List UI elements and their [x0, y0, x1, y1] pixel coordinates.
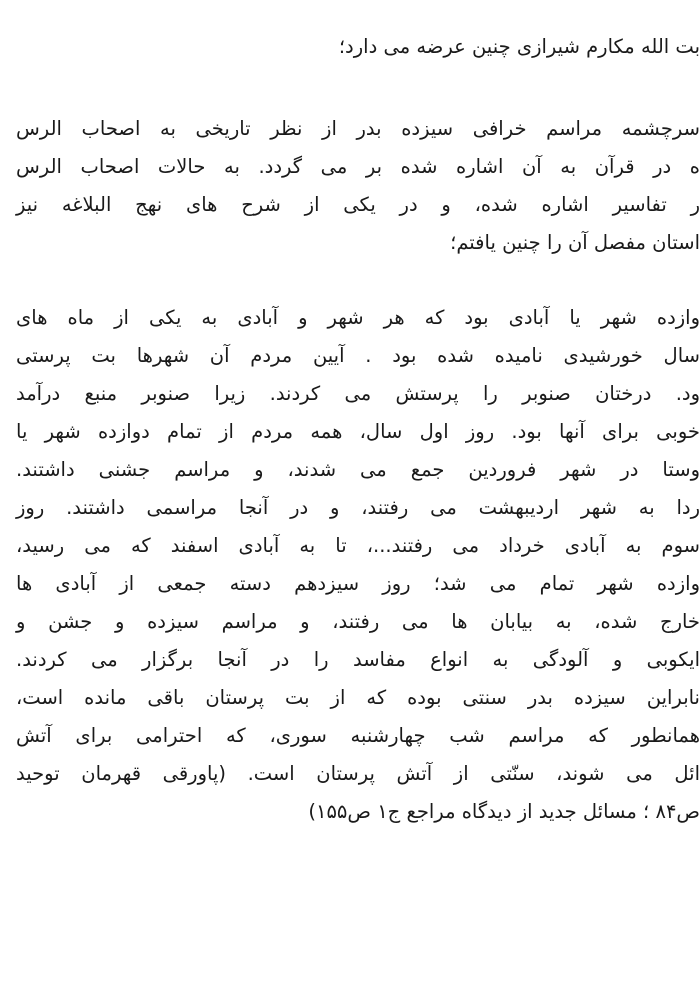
text-line: ایکوبی و آلودگی به انواع مفاسد را در آنجا برگزار می کردند. [16, 648, 700, 671]
text-line: سرچشمه مراسم خرافی سیزده بدر از نظر تاریخی به اصحاب الرس [16, 117, 700, 140]
footnote-citation: ص۸۴ ؛ مسائل جدید از دیدگاه مراجع ج۱ ص۱۵۵) [308, 800, 700, 823]
paragraph-intro [0, 28, 700, 66]
text-line: بت الله مکارم شیرازی چنین عرضه می دارد؛ [338, 35, 700, 58]
text-line: ه در قرآن به آن اشاره شده بر می گردد. به حالات اصحاب الرس [16, 155, 700, 178]
text-line: سال خورشیدی نامیده شده بود . آیین مردم آن شهرها بت پرستی [16, 344, 700, 367]
text-line: همانطور که مراسم شب چهارشنبه سوری، که احترامی برای آتش [16, 724, 700, 747]
text-line: خارج شده، به بیابان ها می رفتند، و مراسم سیزده و جشن و [16, 610, 700, 633]
text-line: ود. درختان صنوبر را پرستش می کردند. زیرا صنوبر منبع درآمد [16, 382, 700, 405]
text-line: وازده شهر یا آبادی بود که هر شهر و آبادی به یکی از ماه های [16, 306, 700, 329]
text-line: ر تفاسیر اشاره شده، و در یکی از شرح های نهج البلاغه نیز [16, 193, 700, 216]
text-line: سوم به آبادی خرداد می رفتند...، تا به آبادی اسفند که می رسید، [16, 534, 700, 557]
text-line: وازده شهر تمام می شد؛ روز سیزدهم دسته جمعی از آبادی ها [16, 572, 700, 595]
paragraph-origin [0, 110, 700, 262]
text-line: استان مفصل آن را چنین یافتم؛ [450, 231, 700, 254]
text-line: خوبی برای آنها بود. روز اول سال، همه مردم از تمام دوازده شهر یا [16, 420, 700, 443]
text-line: ردا به شهر اردیبهشت می رفتند، و در آنجا مراسمی داشتند. روز [16, 496, 700, 519]
text-line: وستا در شهر فروردین جمع می شدند، و مراسم جشنی داشتند. [16, 458, 700, 481]
text-line: نابراین سیزده بدر سنتی بوده که از بت پرستان باقی مانده است، [16, 686, 700, 709]
text-line: ائل می شوند، سنّتی از آتش پرستان است. (پاورقی قهرمان توحید [16, 762, 700, 785]
paragraph-story [0, 299, 700, 831]
